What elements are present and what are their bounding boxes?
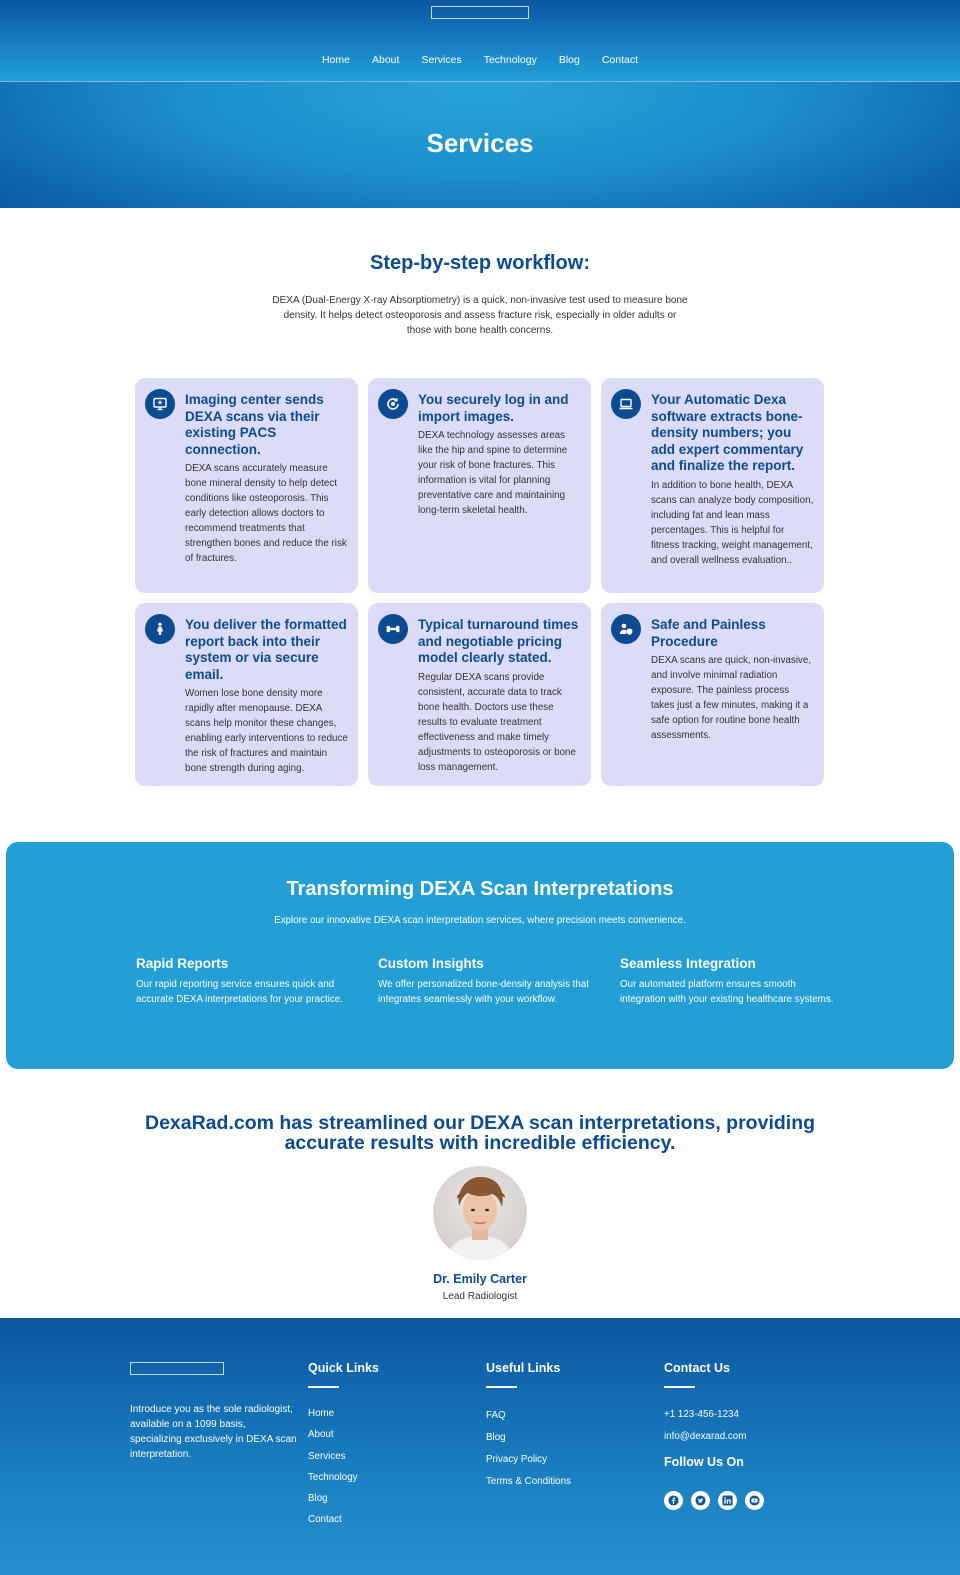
card-text: DEXA scans accurately measure bone mineral density to help detect conditions like osteoporosis. This early detection allows doctors to recommend treatments that strengthen bones and reduce the risk of fractures. <box>185 463 347 564</box>
transform-title: Transforming DEXA Scan Interpretations <box>286 878 674 900</box>
hero-header <box>0 0 960 208</box>
contact-title: Contact Us <box>664 1361 730 1375</box>
feature-title: Seamless Integration <box>620 956 756 971</box>
divider <box>664 1386 695 1388</box>
divider <box>486 1386 517 1388</box>
youtube-icon[interactable] <box>745 1491 764 1510</box>
feature-item <box>620 956 836 1007</box>
card-text: DEXA scans are quick, non-invasive, and involve minimal radiation exposure. The painless process takes just a few minutes, making it a safe option for routine bone health assessments. <box>651 655 812 741</box>
site-footer <box>0 1318 960 1575</box>
useful-links-title: Useful Links <box>486 1361 561 1375</box>
footer-about-col <box>130 1361 300 1462</box>
workflow-card <box>135 603 358 786</box>
workflow-intro: DEXA (Dual-Energy X-ray Absorptiometry) is a quick, non-invasive test used to measure bone density. It helps detect osteoporosis and assess fracture risk, especially in older adults or those with bone health concerns. <box>272 295 688 336</box>
nav-technology[interactable]: Technology <box>483 54 537 66</box>
card-text: Regular DEXA scans provide consistent, accurate data to track bone health. Doctors use these results to evaluate treatment effectiveness and make timely adjustments to osteoporosis or bone loss management. <box>418 671 576 773</box>
user-shield-icon <box>611 614 641 644</box>
testimonial-section <box>0 1069 960 1302</box>
footer-link-privacy[interactable]: Privacy Policy <box>486 1454 547 1465</box>
twitter-icon[interactable] <box>691 1491 710 1510</box>
nav-blog[interactable]: Blog <box>558 54 580 66</box>
main-nav <box>0 54 960 66</box>
site-logo[interactable] <box>431 6 529 19</box>
social-links <box>664 1491 764 1510</box>
divider <box>308 1386 339 1388</box>
workflow-title: Step-by-step workflow: <box>369 252 590 274</box>
card-title: Your Automatic Dexa software extracts bone-density numbers; you add expert commentary and finalize the report. <box>651 392 804 473</box>
nav-services[interactable]: Services <box>421 54 462 66</box>
footer-link-terms[interactable]: Terms & Conditions <box>486 1476 571 1487</box>
footer-contact <box>664 1361 764 1510</box>
feature-item <box>136 956 352 1007</box>
nav-about[interactable]: About <box>371 54 400 66</box>
laptop-icon <box>611 389 641 419</box>
feature-text: We offer personalized bone-density analysis that integrates seamlessly with your workflow. <box>378 979 589 1005</box>
workflow-cards <box>135 378 824 786</box>
footer-logo[interactable] <box>130 1362 224 1375</box>
top-bar <box>0 0 960 82</box>
card-text: DEXA technology assesses areas like the hip and spine to determine your risk of bone fractures. This information is vital for planning preventative care and maintaining long-term skeletal health. <box>418 430 568 516</box>
workflow-card <box>368 378 591 593</box>
footer-link-about[interactable]: About <box>308 1429 334 1441</box>
card-title: You securely log in and import images. <box>418 392 569 424</box>
workflow-card <box>601 378 824 593</box>
page-title: Services <box>426 128 534 158</box>
footer-link-home[interactable]: Home <box>308 1408 335 1419</box>
linkedin-icon[interactable] <box>718 1491 737 1510</box>
login-refresh-icon <box>378 389 408 419</box>
follow-title: Follow Us On <box>664 1455 744 1469</box>
feature-title: Custom Insights <box>378 956 484 971</box>
transform-section <box>6 842 954 1069</box>
card-text: Women lose bone density more rapidly after menopause. DEXA scans help monitor these changes, enabling early interventions to reduce the risk of fractures and maintain bone strength during aging. <box>185 688 348 774</box>
feature-list <box>136 956 836 1007</box>
footer-quick-links <box>308 1361 379 1536</box>
quick-links-title: Quick Links <box>308 1361 379 1375</box>
testimonial-name: Dr. Emily Carter <box>433 1272 527 1286</box>
workflow-card <box>601 603 824 786</box>
card-title: You deliver the formatted report back into their system or via secure email. <box>185 617 347 682</box>
contact-email[interactable]: info@dexarad.com <box>664 1430 747 1442</box>
testimonial-role: Lead Radiologist <box>442 1291 518 1302</box>
footer-link-blog[interactable]: Blog <box>486 1432 506 1443</box>
footer-link-blog[interactable]: Blog <box>308 1493 328 1505</box>
workflow-card <box>368 603 591 786</box>
card-title: Imaging center sends DEXA scans via their existing PACS connection. <box>185 392 324 457</box>
card-title: Typical turnaround times and negotiable pricing model clearly stated. <box>418 617 579 665</box>
bone-icon <box>378 614 408 644</box>
footer-link-technology[interactable]: Technology <box>308 1471 358 1483</box>
contact-phone[interactable]: +1 123-456-1234 <box>664 1409 739 1420</box>
footer-link-contact[interactable]: Contact <box>308 1514 342 1526</box>
card-text: In addition to bone health, DEXA scans can analyze body composition, including fat and lean mass percentages. This is helpful for fitness tracking, weight management, and overall wellness evaluation.. <box>651 479 814 566</box>
footer-useful-links <box>486 1361 571 1498</box>
feature-text: Our automated platform ensures smooth integration with your existing healthcare systems. <box>620 979 834 1005</box>
feature-text: Our rapid reporting service ensures quick and accurate DEXA interpretations for your practice. <box>136 979 343 1005</box>
footer-link-faq[interactable]: FAQ <box>486 1410 506 1421</box>
footer-link-services[interactable]: Services <box>308 1450 346 1462</box>
footer-about: Introduce you as the sole radiologist, available on a 1099 basis, specializing exclusively in DEXA scan interpretation. <box>130 1404 297 1460</box>
workflow-section <box>0 208 960 786</box>
card-title: Safe and Painless Procedure <box>651 617 766 649</box>
feature-title: Rapid Reports <box>136 956 229 971</box>
feature-item <box>378 956 594 1007</box>
avatar <box>433 1166 527 1260</box>
facebook-icon[interactable] <box>664 1491 683 1510</box>
nav-home[interactable]: Home <box>321 54 350 66</box>
workflow-card <box>135 378 358 593</box>
testimonial-quote: DexaRad.com has streamlined our DEXA scan interpretations, providing accurate results with incredible efficiency. <box>144 1112 816 1154</box>
monitor-scan-icon <box>145 389 175 419</box>
transform-subtitle: Explore our innovative DEXA scan interpretation services, where precision meets convenience. <box>274 915 686 926</box>
woman-icon <box>145 614 175 644</box>
nav-contact[interactable]: Contact <box>601 54 639 66</box>
